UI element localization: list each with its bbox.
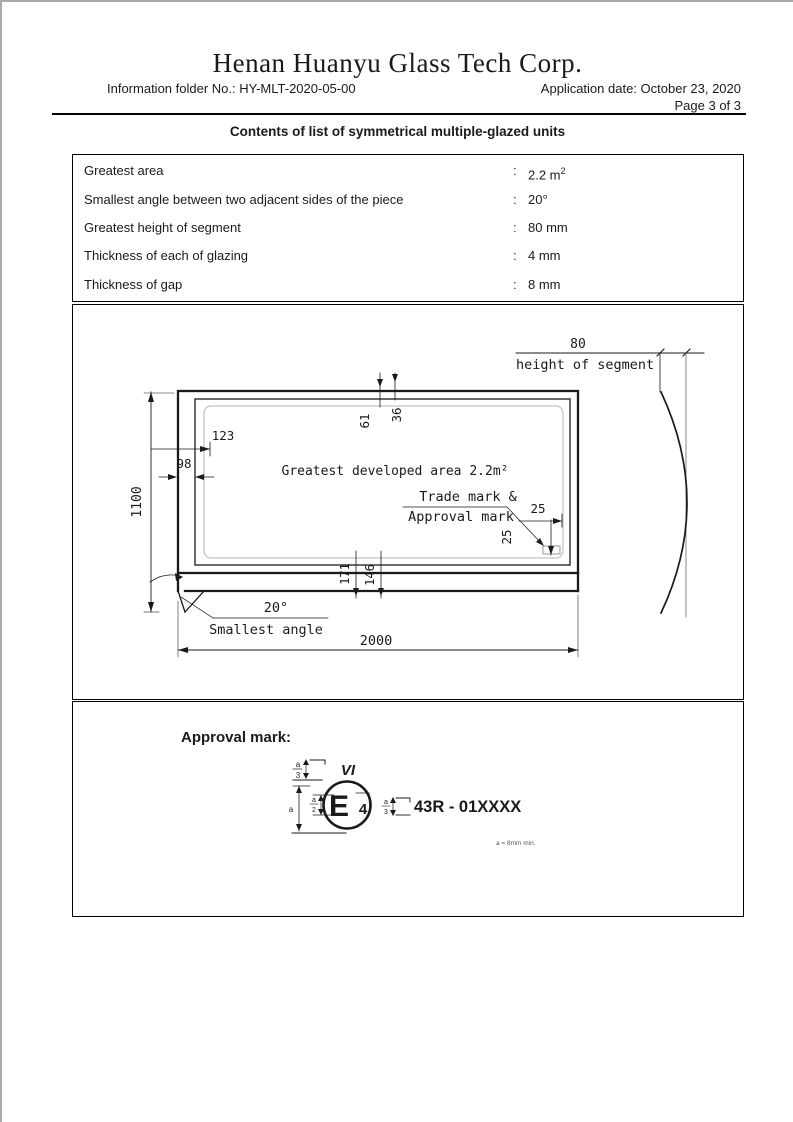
spec-table (72, 154, 744, 302)
table-row (73, 157, 743, 185)
table-row (73, 242, 743, 270)
trademark-label-line2: Approval mark (408, 509, 514, 525)
developed-area-label: Greatest developed area 2.2m² (281, 464, 509, 479)
dim-a-label: a (288, 805, 294, 814)
segment-arc (661, 392, 687, 613)
spec-colon: : (513, 163, 517, 179)
technical-drawing-panel (72, 304, 744, 700)
smallest-angle-label: Smallest angle (209, 622, 323, 638)
approval-mark-svg (258, 748, 558, 860)
e-letter: E (328, 790, 350, 823)
page-number: Page 3 of 3 (674, 98, 741, 113)
fraction-a-mid: a (312, 797, 316, 804)
spec-value: 8 mm (528, 276, 561, 292)
section-heading: Contents of list of symmetrical multiple-glazed units (229, 124, 566, 139)
approval-code: 43R - 01XXXX (414, 798, 522, 816)
fraction-3: 3 (295, 771, 301, 780)
table-row (73, 271, 743, 299)
spec-label: Greatest height of segment (84, 219, 241, 235)
dim-61-label: 61 (357, 413, 372, 429)
spec-colon: : (513, 276, 517, 292)
spec-label: Thickness of each of glazing (84, 248, 249, 264)
spec-colon: : (513, 219, 517, 235)
fraction-a-right: a (384, 799, 388, 806)
spec-value: 80 mm (528, 219, 568, 235)
spec-colon: : (513, 248, 517, 264)
spec-value: 4 mm (528, 248, 561, 264)
info-folder-no: Information folder No.: HY-MLT-2020-05-00 (107, 81, 356, 96)
dim-25-vertical-label: 25 (499, 529, 514, 545)
application-date: Application date: October 23, 2020 (540, 81, 741, 96)
dim-25-horizontal-label: 25 (530, 501, 546, 516)
dim-2000-label: 2000 (359, 633, 393, 649)
dim-80-label: 80 (570, 337, 586, 352)
approval-heading: Approval mark: (181, 729, 292, 746)
e-number: 4 (358, 801, 368, 818)
approval-note: a = 8mm min. (496, 840, 536, 847)
dim-123-label: 123 (211, 428, 235, 443)
spec-label: Smallest angle between two adjacent sides of the piece (84, 191, 404, 207)
spec-value: 2.2 $m^2$ (528, 166, 566, 183)
page-title: Henan Huanyu Glass Tech Corp. (212, 48, 583, 78)
fraction-2: 2 (312, 807, 316, 814)
height-of-segment-label: height of segment (516, 357, 655, 373)
table-row (73, 186, 743, 214)
trademark-label-line1: Trade mark & (419, 489, 517, 505)
dim-98-label: 98 (176, 456, 192, 471)
dim-1100-label: 1100 (130, 486, 145, 518)
header-rule (52, 113, 746, 115)
technical-drawing-svg (73, 305, 743, 699)
spec-label: Thickness of gap (84, 276, 183, 292)
approval-panel (72, 701, 744, 917)
table-row (73, 214, 743, 242)
dim-171-label: 171 (338, 563, 352, 585)
angle-value-label: 20° (263, 600, 289, 616)
fraction-3-right: 3 (384, 809, 388, 816)
spec-colon: : (513, 191, 517, 207)
spec-value: 20° (528, 191, 548, 207)
dim-146-label: 146 (363, 564, 377, 586)
fraction-a-top: a (295, 760, 301, 769)
vi-label: VI (340, 762, 356, 779)
spec-label: Greatest area (84, 163, 164, 179)
dim-36-label: 36 (389, 407, 404, 423)
